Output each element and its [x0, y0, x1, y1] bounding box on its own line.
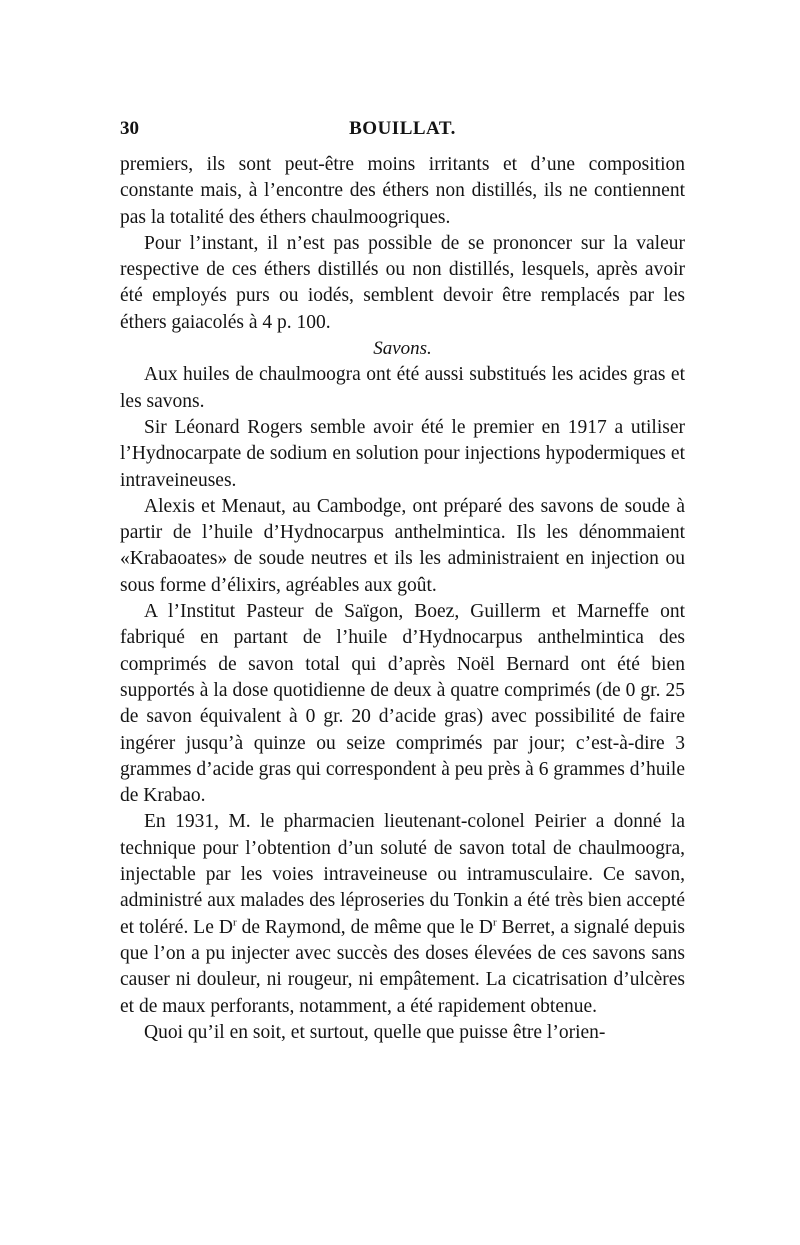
- paragraph-6: A l’Institut Pasteur de Saïgon, Boez, Guillerm et Marneffe ont fabriqué en partant de l’huile d’Hydnocarpus anthelmintica des comprimés de savon total qui d’après Noël Bernard ont été bien supportés à la dose quotidienne de deux à quatre comprimés (de 0 gr. 25 de savon équivalent à 0 gr. 20 d’acide gras) avec possibilité de faire ingérer jusqu’à quinze ou seize comprimés par jour; c’est-à-dire 3 grammes d’acide gras qui correspondent à peu près à 6 grammes d’huile de Krabao.: [120, 601, 685, 807]
- paragraph-4: Sir Léonard Rogers semble avoir été le premier en 1917 a utiliser l’Hydnocarpate de sodium en solution pour injections hypodermiques et intraveineuses.: [120, 416, 685, 491]
- paragraph-3: Aux huiles de chaulmoogra ont été aussi substitués les acides gras et les savons.: [120, 364, 685, 412]
- doctor-superscript-1: r: [232, 916, 237, 929]
- paragraph-7-part-c: Berret, a signalé depuis que l’on a pu injecter avec succès des doses élevées de ces savons sans causer ni douleur, ni rougeur, ni empâtement. La cicatrisation d’ulcères et de maux perforants, notamment, a été rapidement obtenue.: [120, 916, 685, 1017]
- paragraph-7-part-b: de Raymond, de même que le D: [236, 916, 493, 938]
- running-title: BOUILLAT.: [349, 118, 456, 139]
- doctor-superscript-2: r: [492, 916, 497, 929]
- paragraph-7: [120, 809, 685, 1019]
- running-head: [120, 118, 685, 144]
- paragraph-5: Alexis et Menaut, au Cambodge, ont préparé des savons de soude à partir de l’huile d’Hydnocarpus anthelmintica. Ils les dénommaient «Krabaoates» de soude neutres et ils les administraient en injection ou sous forme d’élixirs, agréables aux goût.: [120, 495, 685, 596]
- paragraph-1: premiers, ils sont peut-être moins irritants et d’une composition constante mais, à l’encontre des éthers non distillés, ils ne contiennent pas la totalité des éthers chaulmoogriques.: [120, 154, 685, 228]
- paragraph-2: Pour l’instant, il n’est pas possible de se prononcer sur la valeur respective de ces éthers distillés ou non distillés, lesquels, après avoir été employés purs ou iodés, semblent devoir être remplacés par les éthers gaiacolés à 4 p. 100.: [120, 232, 685, 333]
- paragraph-7-part-a: En 1931, M. le pharmacien lieutenant-colonel Peirier a donné la technique pour l’obtention d’un soluté de savon total de chaulmoogra, injectable par les voies intraveineuse ou intramusculaire. Ce savon, administré aux malades des léproseries du Tonkin a été très bien accepté et toléré. Le D: [120, 811, 685, 938]
- section-title: Savons.: [373, 338, 432, 360]
- body-text: [120, 152, 685, 1046]
- page-number: 30: [120, 118, 139, 139]
- paragraph-8: Quoi qu’il en soit, et surtout, quelle que puisse être l’orien-: [144, 1021, 606, 1043]
- book-page: [120, 0, 685, 1245]
